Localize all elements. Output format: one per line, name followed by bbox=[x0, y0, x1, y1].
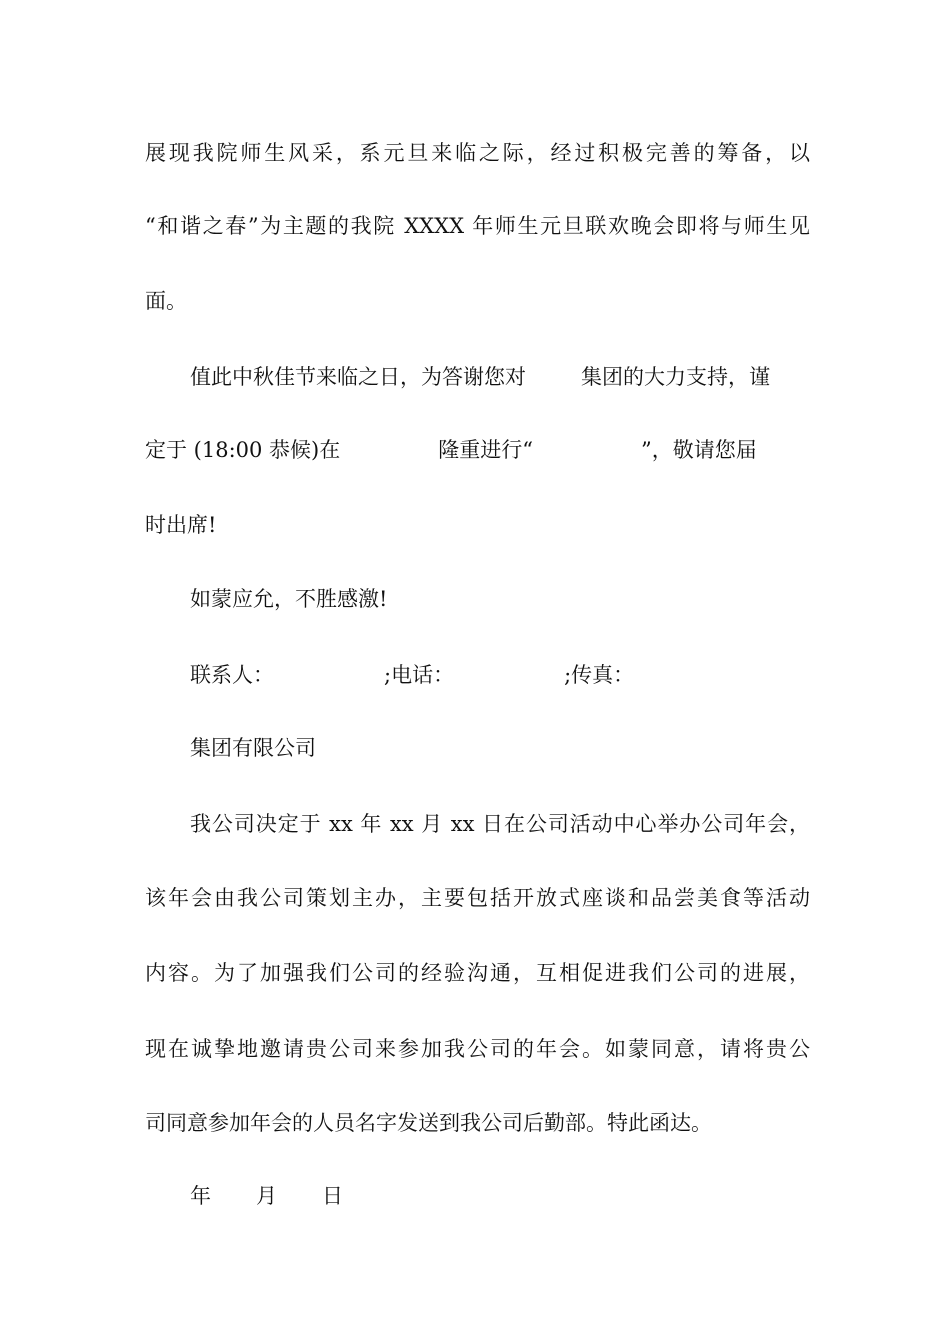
paragraph2-line1-part-b: 集团的大力支持，谨 bbox=[581, 365, 770, 389]
paragraph3-line5: 司同意参加年会的人员名字发送到我公司后勤部。特此函达。 bbox=[145, 1111, 712, 1135]
paragraph3-line1: 我公司决定于 xx 年 xx 月 xx 日在公司活动中心举办公司年会， bbox=[190, 812, 810, 836]
contact-fax-label: ;传真： bbox=[564, 663, 635, 687]
paragraph3-line3: 内容。为了加强我们公司的经验沟通，互相促进我们公司的进展， bbox=[145, 961, 810, 985]
paragraph2-line2-part-c: ”，敬请您届 bbox=[641, 438, 757, 462]
company-name: 集团有限公司 bbox=[190, 736, 316, 760]
closing-line: 如蒙应允，不胜感激! bbox=[190, 587, 388, 611]
paragraph3-line4: 现在诚挚地邀请贵公司来参加我公司的年会。如蒙同意，请将贵公 bbox=[145, 1037, 810, 1061]
contact-phone-label: ;电话： bbox=[384, 663, 455, 687]
date-day: 日 bbox=[322, 1184, 343, 1208]
paragraph2-line3: 时出席! bbox=[145, 513, 217, 537]
date-year: 年 bbox=[190, 1184, 211, 1208]
paragraph2-line2-part-a: 定于 (18:00 恭候)在 bbox=[145, 438, 341, 462]
paragraph2-line1-part-a: 值此中秋佳节来临之日，为答谢您对 bbox=[190, 365, 526, 389]
paragraph1-line2: “和谐之春”为主题的我院 XXXX 年师生元旦联欢晚会即将与师生见 bbox=[145, 214, 810, 238]
date-month: 月 bbox=[256, 1184, 277, 1208]
paragraph3-line2: 该年会由我公司策划主办，主要包括开放式座谈和品尝美食等活动 bbox=[145, 886, 810, 910]
date-line bbox=[190, 1176, 810, 1216]
contact-line bbox=[190, 655, 810, 695]
paragraph2-line2-part-b: 隆重进行“ bbox=[438, 438, 534, 462]
paragraph1-line3: 面。 bbox=[145, 289, 187, 313]
paragraph1-line1: 展现我院师生风采，系元旦来临之际，经过积极完善的筹备，以 bbox=[145, 141, 810, 165]
paragraph2-line2 bbox=[145, 430, 810, 470]
paragraph2-line1 bbox=[190, 357, 810, 397]
contact-person-label: 联系人： bbox=[190, 663, 274, 687]
